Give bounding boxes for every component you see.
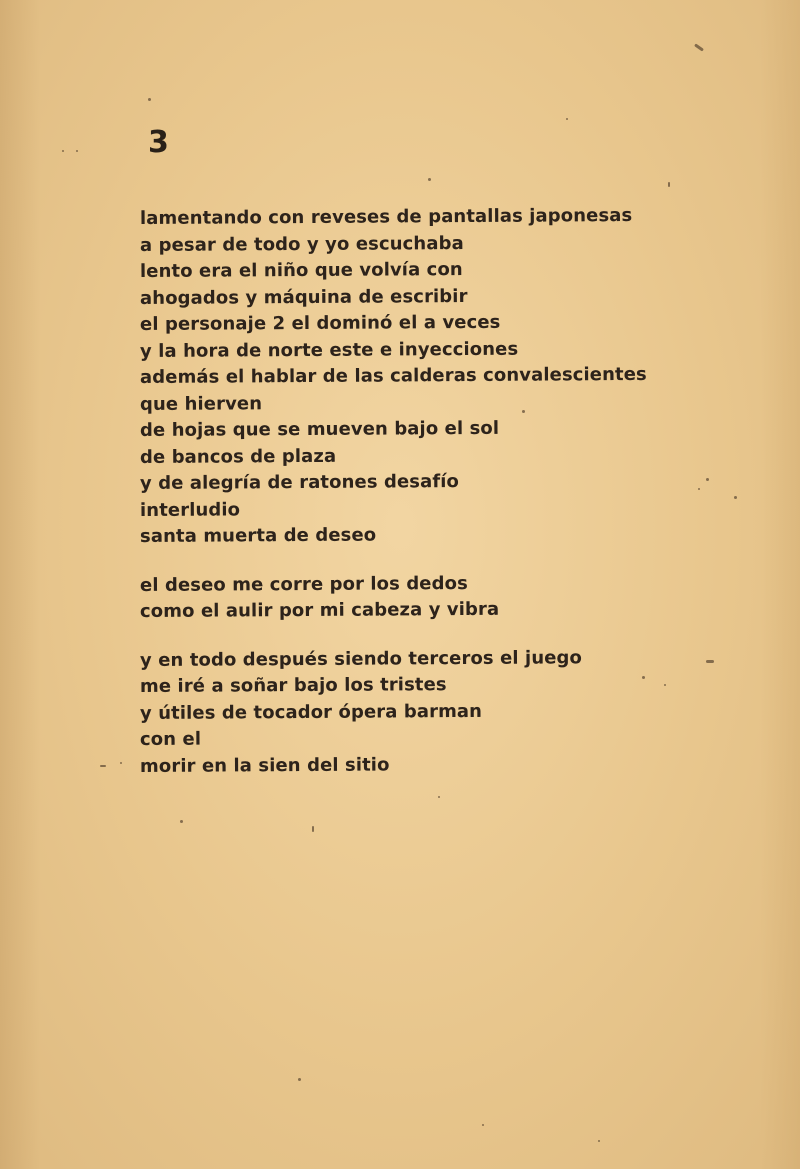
poem-line: morir en la sien del sitio: [139, 753, 390, 777]
poem-line: y en todo después siendo terceros el juego: [139, 646, 583, 671]
paper-speck: [694, 43, 704, 51]
stanza: [140, 206, 740, 551]
paper-speck: [76, 150, 78, 152]
paper-speck: [428, 178, 431, 181]
poem-line: con el: [139, 728, 202, 750]
paper-speck: [482, 1124, 484, 1126]
paper-speck: [180, 820, 183, 823]
poem-line: y la hora de norte este e inyecciones: [139, 338, 519, 362]
poem-line: el deseo me corre por los dedos: [139, 572, 468, 596]
poem-line: y útiles de tocador ópera barman: [139, 700, 483, 724]
poem-line: el personaje 2 el dominó el a veces: [139, 311, 501, 335]
paper-speck: [120, 762, 122, 764]
poem-line: lamentando con reveses de pantallas japonesas: [139, 204, 633, 229]
paper-speck: [100, 765, 106, 767]
poem-line: además el hablar de las calderas convalescientes: [139, 363, 647, 388]
poem-line: me iré a soñar bajo los tristes: [139, 674, 447, 697]
poem-line: como el aulir por mi cabeza y vibra: [139, 598, 500, 622]
stanza: [140, 648, 740, 781]
paper-speck: [566, 118, 568, 120]
poem-line: interludio: [139, 498, 241, 521]
poem-line: y de alegría de ratones desafío: [139, 471, 460, 494]
poem-line: ahogados y máquina de escribir: [139, 285, 468, 309]
paper-speck: [298, 1078, 301, 1081]
poem-line: que hierven: [139, 392, 263, 415]
paper-speck: [668, 182, 670, 187]
poem-line: de bancos de plaza: [139, 445, 337, 468]
poem-line: de hojas que se mueven bajo el sol: [139, 417, 500, 441]
poem-line: lento era el niño que volvía con: [139, 259, 463, 282]
paper-speck: [148, 98, 151, 101]
poem-body: [140, 206, 740, 802]
paper-speck: [62, 150, 64, 152]
poem-line: a pesar de todo y yo escuchaba: [139, 232, 464, 256]
stanza: [140, 573, 740, 626]
paper-speck: [312, 826, 314, 832]
poem-line: santa muerta de deseo: [139, 524, 377, 547]
paper-speck: [598, 1140, 600, 1142]
page-number: 3: [148, 125, 169, 160]
